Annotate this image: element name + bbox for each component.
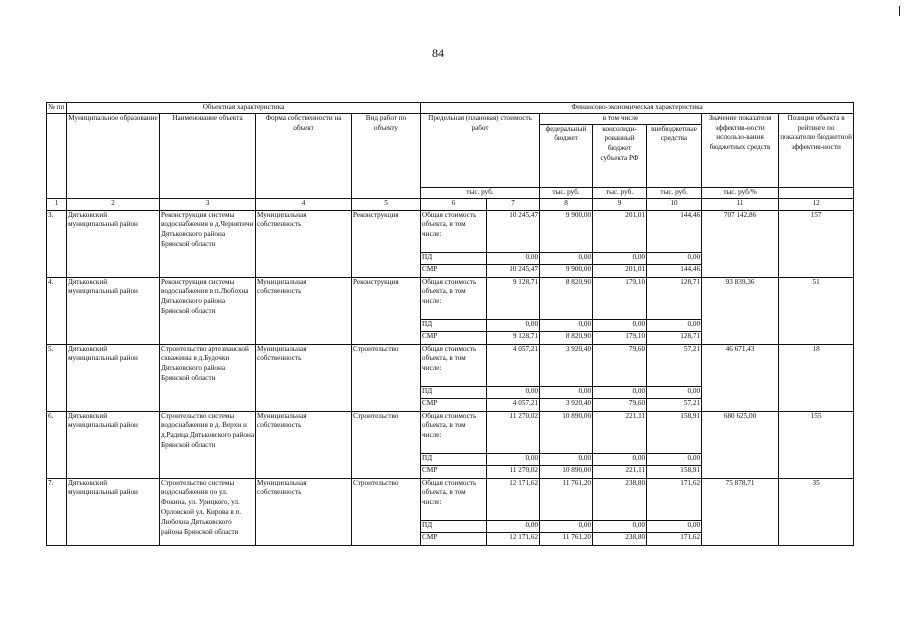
consolidated-cell: 179,10 bbox=[593, 277, 647, 319]
indicator-cell: 75 878,71 bbox=[702, 478, 779, 545]
ownership-cell: Муниципальная собственность bbox=[256, 210, 352, 277]
table-row bbox=[47, 344, 854, 386]
federal-cell: 8 820,90 bbox=[540, 277, 593, 319]
extra-funds-cell: 171,62 bbox=[647, 532, 702, 545]
work-type-cell: Строительство bbox=[352, 478, 421, 545]
cost-total-cell: 0,00 bbox=[487, 252, 540, 264]
federal-cell: 9 900,00 bbox=[540, 210, 593, 252]
cost-label-cell: СМР bbox=[421, 465, 487, 478]
unit-cost: тыс. руб. bbox=[421, 187, 540, 198]
indicator-cell: 93 839,36 bbox=[702, 277, 779, 344]
cost-total-cell: 12 171,62 bbox=[487, 478, 540, 520]
table-row bbox=[47, 478, 854, 520]
row-number: 5. bbox=[47, 344, 67, 411]
extra-funds-cell: 57,21 bbox=[647, 344, 702, 386]
header-object-name: Наименование объекта bbox=[160, 113, 256, 198]
cost-total-cell: 0,00 bbox=[487, 319, 540, 331]
consolidated-cell: 221,11 bbox=[593, 411, 647, 453]
unit-position bbox=[779, 187, 854, 198]
table-row bbox=[47, 277, 854, 319]
work-type-cell: Реконструкция bbox=[352, 277, 421, 344]
consolidated-cell: 238,80 bbox=[593, 478, 647, 520]
extra-funds-cell: 144,46 bbox=[647, 264, 702, 277]
position-cell: 155 bbox=[779, 411, 854, 478]
federal-cell: 0,00 bbox=[540, 386, 593, 398]
cost-label-cell: ПД bbox=[421, 520, 487, 532]
col-number: 4 bbox=[256, 198, 352, 210]
indicator-cell: 46 671,43 bbox=[702, 344, 779, 411]
federal-cell: 0,00 bbox=[540, 319, 593, 331]
cost-total-cell: 0,00 bbox=[487, 453, 540, 465]
cost-label-cell: ПД bbox=[421, 252, 487, 264]
col-number: 1 bbox=[47, 198, 67, 210]
cost-total-cell: 0,00 bbox=[487, 520, 540, 532]
header-object-characteristic: Объектная характеристика bbox=[67, 103, 421, 114]
col-number: 6 bbox=[421, 198, 487, 210]
header-work-type: Вид работ по объекту bbox=[352, 113, 421, 198]
col-number: 5 bbox=[352, 198, 421, 210]
col-number: 7 bbox=[487, 198, 540, 210]
ownership-cell: Муниципальная собственность bbox=[256, 411, 352, 478]
header-num: № пп bbox=[47, 103, 67, 114]
object-name-cell: Реконструкция системы водоснабжения в п.Любохна Дятьковского района Брянской области bbox=[160, 277, 256, 344]
unit-federal: тыс. руб. bbox=[540, 187, 593, 198]
row-number: 3. bbox=[47, 210, 67, 277]
col-number: 12 bbox=[779, 198, 854, 210]
consolidated-cell: 221,11 bbox=[593, 465, 647, 478]
cost-label-cell: ПД bbox=[421, 319, 487, 331]
object-name-cell: Реконструкция системы водоснабжения в д.Чернятичи Дятьковского района Брянской области bbox=[160, 210, 256, 277]
extra-funds-cell: 0,00 bbox=[647, 252, 702, 264]
header-extra: внебюджетные средства bbox=[647, 124, 702, 187]
cost-label-cell: Общая стоимость объекта, в том числе: bbox=[421, 344, 487, 386]
municipality-cell: Дятьковский муниципальный район bbox=[67, 277, 160, 344]
position-cell: 35 bbox=[779, 478, 854, 545]
cost-label-cell: Общая стоимость объекта, в том числе: bbox=[421, 411, 487, 453]
federal-cell: 0,00 bbox=[540, 520, 593, 532]
work-type-cell: Строительство bbox=[352, 344, 421, 411]
cost-total-cell: 9 128,71 bbox=[487, 277, 540, 319]
consolidated-cell: 201,01 bbox=[593, 210, 647, 252]
extra-funds-cell: 171,62 bbox=[647, 478, 702, 520]
extra-funds-cell: 158,91 bbox=[647, 465, 702, 478]
cost-label-cell: СМР bbox=[421, 264, 487, 277]
col-number: 11 bbox=[702, 198, 779, 210]
municipality-cell: Дятьковский муниципальный район bbox=[67, 210, 160, 277]
extra-funds-cell: 0,00 bbox=[647, 520, 702, 532]
cost-total-cell: 11 270,02 bbox=[487, 411, 540, 453]
indicator-cell: 680 625,00 bbox=[702, 411, 779, 478]
ownership-cell: Муниципальная собственность bbox=[256, 344, 352, 411]
object-name-cell: Строительство системы водоснабжения в д. Верхи и д.Радица Дятьковского района Брянской области bbox=[160, 411, 256, 478]
object-name-cell: Строительство артезианской скважины в д.Будочки Дятьковского района Брянской области bbox=[160, 344, 256, 411]
header-consolidated: консолиди-рованный бюджет субъекта РФ bbox=[593, 124, 647, 187]
federal-cell: 11 761,20 bbox=[540, 532, 593, 545]
consolidated-cell: 201,01 bbox=[593, 264, 647, 277]
consolidated-cell: 0,00 bbox=[593, 252, 647, 264]
unit-extra: тыс. руб. bbox=[647, 187, 702, 198]
consolidated-cell: 0,00 bbox=[593, 520, 647, 532]
page-number: 84 bbox=[432, 46, 444, 60]
cost-label-cell: СМР bbox=[421, 398, 487, 411]
work-type-cell: Реконструкция bbox=[352, 210, 421, 277]
cost-label-cell: Общая стоимость объекта, в том числе: bbox=[421, 210, 487, 252]
header-municipality: Муниципальное образование bbox=[67, 113, 160, 198]
unit-consolidated: тыс. руб. bbox=[593, 187, 647, 198]
unit-indicator: тыс. руб/% bbox=[702, 187, 779, 198]
federal-cell: 9 900,00 bbox=[540, 264, 593, 277]
cost-total-cell: 11 270,02 bbox=[487, 465, 540, 478]
cost-total-cell: 9 128,71 bbox=[487, 331, 540, 344]
federal-cell: 8 820,90 bbox=[540, 331, 593, 344]
col-number: 10 bbox=[647, 198, 702, 210]
consolidated-cell: 79,60 bbox=[593, 398, 647, 411]
row-number: 6. bbox=[47, 411, 67, 478]
extra-funds-cell: 0,00 bbox=[647, 453, 702, 465]
header-num-cont bbox=[47, 113, 67, 198]
cost-label-cell: Общая стоимость объекта, в том числе: bbox=[421, 478, 487, 520]
cost-total-cell: 4 057,21 bbox=[487, 344, 540, 386]
header-including: в том числе bbox=[540, 113, 702, 124]
scan-edge-mark bbox=[899, 6, 900, 16]
extra-funds-cell: 0,00 bbox=[647, 319, 702, 331]
extra-funds-cell: 128,71 bbox=[647, 277, 702, 319]
ownership-cell: Муниципальная собственность bbox=[256, 277, 352, 344]
cost-total-cell: 4 057,21 bbox=[487, 398, 540, 411]
object-register-table bbox=[46, 102, 854, 546]
extra-funds-cell: 128,71 bbox=[647, 331, 702, 344]
header-federal: федеральный бюджет bbox=[540, 124, 593, 187]
extra-funds-cell: 57,21 bbox=[647, 398, 702, 411]
federal-cell: 3 920,40 bbox=[540, 344, 593, 386]
federal-cell: 0,00 bbox=[540, 453, 593, 465]
municipality-cell: Дятьковский муниципальный район bbox=[67, 478, 160, 545]
federal-cell: 11 761,20 bbox=[540, 478, 593, 520]
header-position: Позиция объекта в рейтинге по показателю бюджетной эффектив-ности bbox=[779, 113, 854, 187]
cost-total-cell: 10 245,47 bbox=[487, 210, 540, 252]
extra-funds-cell: 158,91 bbox=[647, 411, 702, 453]
table-body bbox=[47, 103, 854, 546]
federal-cell: 10 890,00 bbox=[540, 465, 593, 478]
federal-cell: 0,00 bbox=[540, 252, 593, 264]
position-cell: 157 bbox=[779, 210, 854, 277]
row-number: 4. bbox=[47, 277, 67, 344]
object-name-cell: Строительство системы водоснабжения по ул. Фокина, ул. Урицкого, ул. Орловской ул. Кирова в п. Любохна Дятьковского района Брянской области bbox=[160, 478, 256, 545]
position-cell: 51 bbox=[779, 277, 854, 344]
header-row-groups bbox=[47, 103, 854, 114]
col-number: 9 bbox=[593, 198, 647, 210]
table-row bbox=[47, 210, 854, 252]
work-type-cell: Строительство bbox=[352, 411, 421, 478]
cost-label-cell: СМР bbox=[421, 331, 487, 344]
col-number: 3 bbox=[160, 198, 256, 210]
consolidated-cell: 179,10 bbox=[593, 331, 647, 344]
cost-total-cell: 10 245,47 bbox=[487, 264, 540, 277]
extra-funds-cell: 144,46 bbox=[647, 210, 702, 252]
cost-label-cell: ПД bbox=[421, 386, 487, 398]
position-cell: 18 bbox=[779, 344, 854, 411]
consolidated-cell: 79,60 bbox=[593, 344, 647, 386]
col-number: 2 bbox=[67, 198, 160, 210]
cost-label-cell: ПД bbox=[421, 453, 487, 465]
header-limit-cost: Предельная (плановая) стоимость работ bbox=[421, 113, 540, 187]
cost-total-cell: 12 171,62 bbox=[487, 532, 540, 545]
cost-total-cell: 0,00 bbox=[487, 386, 540, 398]
table-row bbox=[47, 411, 854, 453]
consolidated-cell: 0,00 bbox=[593, 386, 647, 398]
extra-funds-cell: 0,00 bbox=[647, 386, 702, 398]
federal-cell: 10 890,00 bbox=[540, 411, 593, 453]
row-number: 7. bbox=[47, 478, 67, 545]
header-finance-characteristic: Финансово-экономическая характеристика bbox=[421, 103, 854, 114]
column-number-row bbox=[47, 198, 854, 210]
federal-cell: 3 920,40 bbox=[540, 398, 593, 411]
consolidated-cell: 0,00 bbox=[593, 453, 647, 465]
consolidated-cell: 238,80 bbox=[593, 532, 647, 545]
cost-label-cell: Общая стоимость объекта, в том числе: bbox=[421, 277, 487, 319]
municipality-cell: Дятьковский муниципальный район bbox=[67, 344, 160, 411]
header-ownership: Форма собственности на объект bbox=[256, 113, 352, 198]
municipality-cell: Дятьковский муниципальный район bbox=[67, 411, 160, 478]
col-number: 8 bbox=[540, 198, 593, 210]
header-row-sub bbox=[47, 113, 854, 124]
ownership-cell: Муниципальная собственность bbox=[256, 478, 352, 545]
indicator-cell: 707 142,86 bbox=[702, 210, 779, 277]
consolidated-cell: 0,00 bbox=[593, 319, 647, 331]
cost-label-cell: СМР bbox=[421, 532, 487, 545]
header-indicator: Значение показателя эффектив-ности использо-вания бюджетных средств bbox=[702, 113, 779, 187]
